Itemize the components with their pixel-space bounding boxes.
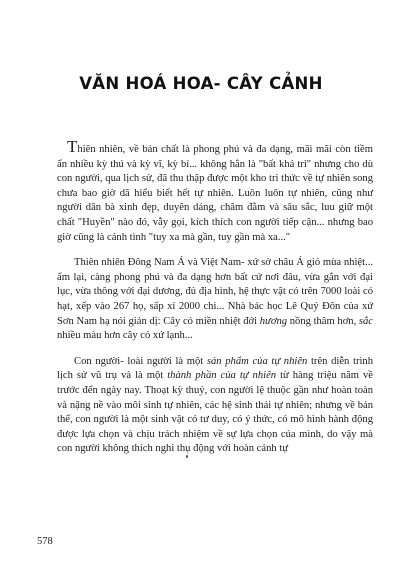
paragraph-2-emphasis-2: sắc — [358, 315, 374, 327]
paragraph-3-text-c: từ hàng triệu năm về trước đến ngày nay. Thoạt kỳ thuỷ, con người lệ thuộc gần như hoàn toàn và nặng nề vào môi sinh tự nhiên, các hệ sinh thái tự nhiên; nhưng về bản thể, con người là một sinh vật có tư duy, có ý thức, có mô hình hành động được lựa chọn và chịu trách nhiệm về sự lựa chọn của mình, do vậy mà con người không thích nghi thụ động với hoàn cảnh tự — [57, 370, 374, 455]
paragraph-2-text-a: Thiên nhiên Đông Nam Á và Việt Nam- xứ sở châu Á gió mùa nhiệt... ẩm lại, càng phong phú và đa dạng hơn bất cứ nơi đâu, vừa gắn với đại lục, vừa thông với đại dương, đủ địa hình, hệ thực vật có trên 7000 loài có hạt, xếp vào 267 họ, sấp xỉ 2000 chi... Nhà bác học Lê Quý Đôn của xứ Sơn Nam hạ nói giản dị: Cây cỏ miền nhiệt đới — [57, 257, 373, 327]
paragraph-1-text: hiên nhiên, về bản chất là phong phú và đa dạng, mãi mãi còn tiềm ẩn nhiều kỳ thú và kỳ vĩ, kỳ bí... không hẳn là "bất khả tri" nhưng cho dù con người, qua lịch sử, đã thu thập được một kho tri thức về tự nhiên song chưa bao giờ dã hiểu biết hết tự nhiên. Luôn luôn tự nhiên, cũng như người dân bà xinh đẹp, duyên dáng, chăm đằm và sâu sắc, luu giữ một chất "Huyền" nào đó, vẫy gọi, kích thích con người tiếp cận... nhưng bao giờ cũng là cảnh tình "tuy xa mà gần, tuy gần mà xa..." — [57, 144, 373, 243]
paragraph-3-text-a: Con người- loài người là một — [74, 355, 207, 367]
paragraph-3-emphasis-2: thành phần của tự nhiên — [167, 370, 277, 382]
page-number: 578 — [37, 536, 53, 547]
paragraph-3-text-b: trên diễn trình lịch sử vũ trụ và là một — [57, 355, 374, 382]
paragraph-1 — [57, 137, 373, 245]
paragraph-2-emphasis-1: hương — [259, 315, 288, 327]
scan-speck — [186, 455, 188, 458]
paragraph-3-emphasis-1: sản phẩm của tự nhiên — [206, 355, 308, 367]
paragraph-2-text-c: nhiều màu hơn cây cỏ xứ lạnh... — [57, 330, 193, 342]
body-text — [57, 137, 374, 468]
drop-cap: T — [67, 137, 78, 156]
chapter-title: VĂN HOÁ HOA- CÂY CẢNH — [79, 74, 323, 93]
paragraph-2 — [57, 256, 373, 344]
paragraph-3 — [57, 355, 373, 457]
paragraph-2-text-b: nồng thâm hơn, — [287, 315, 359, 327]
